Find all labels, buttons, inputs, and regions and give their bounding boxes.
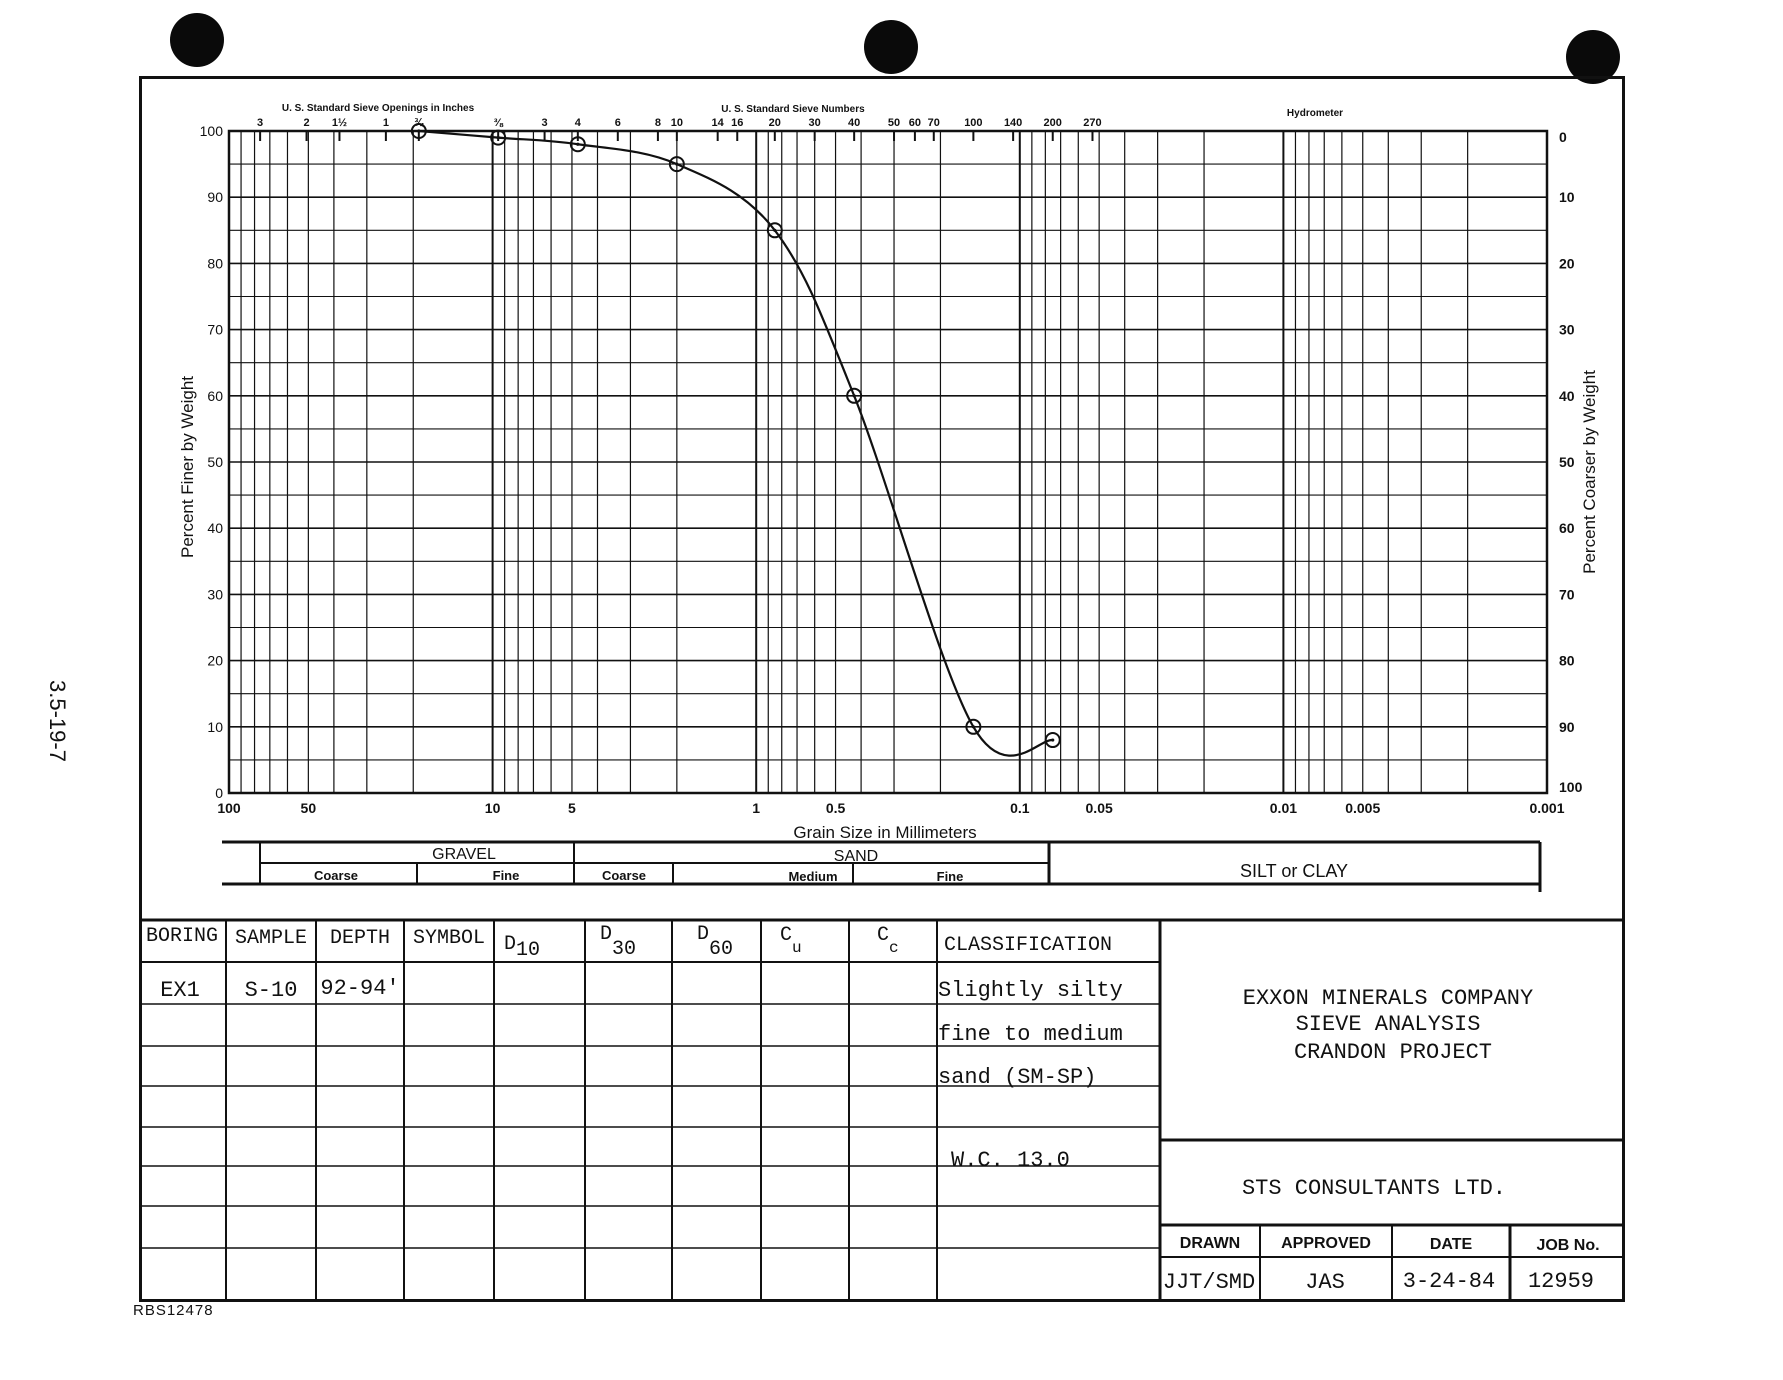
classification-line-1: Slightly silty (938, 978, 1123, 1003)
sieve-axis-title: U. S. Standard Sieve Numbers (721, 104, 865, 115)
band-sand-coarse: Coarse (601, 868, 647, 883)
value-approved: JAS (1305, 1270, 1345, 1295)
top-tick-label: 200 (1043, 117, 1062, 129)
band-sand: SAND (833, 848, 879, 865)
y-tick-label-right: 100 (1559, 779, 1583, 795)
y-tick-label-right: 0 (1559, 129, 1567, 145)
consultant-name: STS CONSULTANTS LTD. (1241, 1176, 1507, 1201)
top-tick-label: 140 (1003, 117, 1023, 129)
band-sand-fine: Fine (936, 869, 964, 884)
header-symbol: SYMBOL (412, 927, 486, 950)
header-sample: SAMPLE (234, 927, 308, 950)
data-point-dot (576, 143, 579, 146)
x-tick-label: 0.1 (1010, 800, 1030, 816)
top-tick-label: 14 (711, 117, 724, 129)
y-tick-label-left: 10 (207, 718, 223, 735)
data-point-dot (773, 229, 776, 232)
title-company: EXXON MINERALS COMPANY (1242, 986, 1534, 1011)
x-tick-label: 10 (484, 800, 501, 816)
top-tick-label: 4 (574, 117, 581, 129)
data-point-dot (675, 163, 678, 166)
y-tick-label-right: 70 (1559, 586, 1575, 603)
y-tick-label-left: 90 (207, 189, 223, 206)
top-tick-label: 70 (927, 117, 940, 129)
classification-line-2: fine to medium (938, 1022, 1123, 1047)
top-tick-label: 100 (964, 117, 983, 129)
top-tick-label: ⅜ (493, 117, 503, 129)
hydrometer-title: Hydrometer (1286, 108, 1344, 119)
top-tick-label: 60 (908, 117, 922, 129)
title-analysis: SIEVE ANALYSIS (1295, 1012, 1481, 1037)
header-d10: D10 (504, 933, 541, 962)
top-tick-label: 2 (303, 117, 310, 129)
x-axis-label: Grain Size in Millimeters (793, 823, 977, 842)
data-point-dot (417, 129, 420, 132)
y-tick-label-left: 30 (207, 586, 223, 603)
x-tick-label: 5 (568, 800, 576, 816)
data-point-dot (972, 725, 975, 728)
y-tick-label-right: 40 (1559, 387, 1575, 404)
header-depth: DEPTH (329, 927, 391, 950)
y-tick-label-left: 60 (207, 387, 223, 404)
data-point-dot (497, 136, 500, 139)
inches-axis-title: U. S. Standard Sieve Openings in Inches (281, 103, 475, 114)
top-tick-label: 50 (887, 117, 901, 129)
top-tick-label: 3 (541, 117, 548, 129)
top-tick-label: 16 (731, 117, 744, 129)
data-point-dot (853, 394, 856, 397)
value-date: 3-24-84 (1402, 1269, 1496, 1294)
y-tick-label-left: 20 (207, 652, 223, 669)
value-drawn: JJT/SMD (1162, 1270, 1256, 1295)
band-gravel-coarse: Coarse (313, 868, 359, 883)
y-tick-label-right: 30 (1559, 321, 1575, 338)
y-tick-label-left: 80 (207, 255, 223, 272)
footer-code: RBS12478 (133, 1302, 214, 1319)
classification-line-3: sand (SM-SP) (938, 1065, 1097, 1090)
y-tick-label-right: 10 (1559, 189, 1575, 206)
top-tick-label: 20 (768, 117, 781, 129)
cell-sample: S-10 (244, 978, 298, 1003)
top-tick-label: 1½ (331, 117, 348, 129)
water-content: W.C. 13.0 (951, 1148, 1070, 1173)
top-tick-label: 10 (670, 117, 683, 129)
y-tick-label-right: 50 (1559, 454, 1575, 470)
header-cc: $C_c$ (877, 924, 899, 957)
x-tick-label: 50 (300, 800, 317, 816)
title-project: CRANDON PROJECT (1293, 1040, 1493, 1065)
y-axis-label-right: Percent Coarser by Weight (1580, 370, 1599, 574)
x-tick-label: 0.001 (1529, 800, 1565, 816)
top-tick-labels (257, 117, 1102, 141)
y-tick-label-right: 20 (1559, 255, 1575, 272)
y-tick-label-left: 50 (207, 454, 223, 470)
header-boring: BORING (145, 925, 219, 948)
y-tick-label-left: 100 (199, 123, 223, 139)
x-tick-label: 0.05 (1085, 800, 1113, 816)
label-approved: APPROVED (1281, 1235, 1371, 1252)
header-d60: D60 (697, 923, 734, 961)
band-gravel-fine: Fine (492, 868, 520, 883)
header-classification: CLASSIFICATION (944, 934, 1113, 957)
y-tick-label-left: 70 (207, 321, 223, 338)
gradation-line (419, 131, 1053, 756)
x-tick-label: 100 (217, 800, 241, 816)
top-tick-label: 6 (614, 117, 621, 129)
x-tick-label: 1 (752, 800, 761, 816)
top-tick-label: ¾ (414, 117, 424, 129)
data-point-dot (1051, 738, 1054, 741)
y-tick-label-right: 80 (1559, 652, 1575, 669)
x-tick-label: 0.01 (1269, 800, 1298, 816)
y-tick-label-right: 60 (1559, 520, 1575, 537)
y-axis-label-left: Percent Finer by Weight (178, 375, 197, 559)
label-drawn: DRAWN (1179, 1235, 1241, 1252)
header-d30: D30 (600, 923, 637, 961)
label-date: DATE (1429, 1236, 1473, 1253)
x-tick-labels (217, 800, 1564, 816)
value-job: 12959 (1527, 1269, 1595, 1294)
top-tick-label: 270 (1083, 117, 1102, 129)
y-tick-label-right: 90 (1559, 718, 1575, 735)
y-tick-label-left: 0 (215, 785, 223, 801)
x-tick-label: 0.5 (825, 800, 846, 816)
x-tick-label: 0.005 (1345, 800, 1381, 816)
top-tick-label: 8 (654, 117, 661, 129)
band-sand-medium: Medium (788, 869, 838, 884)
band-gravel: GRAVEL (432, 846, 496, 863)
top-tick-label: 30 (808, 117, 821, 129)
band-silt-clay: SILT or CLAY (1239, 861, 1349, 881)
document-id: 3.5-19-7 (45, 680, 70, 762)
top-tick-label: 3 (257, 117, 264, 129)
cell-boring: EX1 (160, 978, 200, 1003)
chart-grid (229, 131, 1547, 793)
top-tick-label: 40 (848, 117, 861, 129)
top-tick-label: 1 (382, 117, 389, 129)
label-job: JOB No. (1536, 1237, 1600, 1254)
y-tick-label-left: 40 (207, 520, 223, 537)
header-cu: $C_u$ (780, 924, 802, 957)
cell-depth: 92-94' (320, 976, 400, 1001)
